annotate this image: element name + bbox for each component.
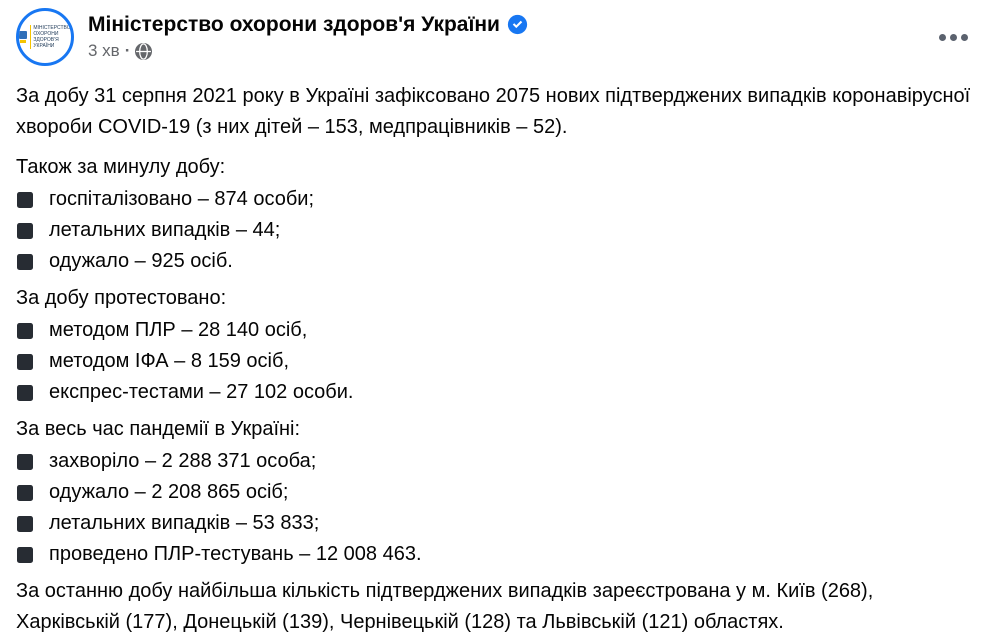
list-item: [16, 477, 982, 508]
black-square-bullet-icon: [17, 547, 33, 563]
bullet-list: [16, 446, 982, 570]
black-square-bullet-icon: [17, 354, 33, 370]
list-item-text: летальних випадків – 53 833;: [49, 512, 320, 534]
list-item: [16, 215, 982, 246]
bullet-list: [16, 184, 982, 277]
list-item-text: експрес-тестами – 27 102 особи.: [49, 381, 354, 403]
menu-dot: [939, 34, 946, 41]
menu-dot: [961, 34, 968, 41]
post-meta-row: [88, 41, 528, 61]
section-heading: Також за минулу добу:: [16, 156, 226, 178]
verified-badge-icon: [507, 14, 528, 35]
page-name-link[interactable]: Міністерство охорони здоров'я України: [88, 13, 500, 36]
black-square-bullet-icon: [17, 385, 33, 401]
list-item-text: одужало – 2 208 865 осіб;: [49, 481, 289, 503]
post-text: [0, 81, 998, 636]
list-item: [16, 315, 982, 346]
list-item: [16, 446, 982, 477]
ministry-logo: [19, 25, 70, 49]
list-item-text: одужало – 925 осіб.: [49, 250, 233, 272]
list-item-text: госпіталізовано – 874 особи;: [49, 188, 314, 210]
section-heading: За добу протестовано:: [16, 287, 227, 309]
list-item: [16, 184, 982, 215]
list-item: [16, 539, 982, 570]
list-item-text: захворіло – 2 288 371 особа;: [49, 450, 317, 472]
menu-dot: [950, 34, 957, 41]
post-header: [0, 0, 998, 66]
list-item-text: методом ІФА – 8 159 осіб,: [49, 350, 290, 372]
black-square-bullet-icon: [17, 323, 33, 339]
list-item: [16, 246, 982, 277]
list-item-text: проведено ПЛР-тестувань – 12 008 463.: [49, 543, 422, 565]
post-paragraph: За добу 31 серпня 2021 року в Україні зафіксовано 2075 нових підтверджених випадків коронавірусної хвороби COVID-19 (з них дітей – 153, медпрацівників – 52).: [16, 85, 971, 138]
list-item: [16, 346, 982, 377]
list-item-text: методом ПЛР – 28 140 осіб,: [49, 319, 308, 341]
ministry-logo-text: МІНІСТЕРСТВО ОХОРОНИ ЗДОРОВ'Я УКРАЇНИ: [30, 25, 70, 49]
post-menu-button[interactable]: [933, 28, 974, 47]
black-square-bullet-icon: [17, 485, 33, 501]
black-square-bullet-icon: [17, 192, 33, 208]
black-square-bullet-icon: [17, 516, 33, 532]
list-item: [16, 377, 982, 408]
ministry-emblem-icon: [19, 31, 27, 43]
meta-separator: ·: [124, 41, 131, 60]
section-heading: За весь час пандемії в Україні:: [16, 418, 301, 440]
post-paragraph: За останню добу найбільша кількість підтверджених випадків зареєстрована у м. Київ (268), Харківській (177), Донецькій (139), Чернівецькій (128) та Львівській (121) областях.: [16, 580, 874, 633]
post-header-text: [88, 8, 528, 61]
list-item: [16, 508, 982, 539]
black-square-bullet-icon: [17, 223, 33, 239]
public-audience-globe-icon: [135, 43, 152, 60]
bullet-list: [16, 315, 982, 408]
page-avatar[interactable]: [16, 8, 74, 66]
black-square-bullet-icon: [17, 454, 33, 470]
black-square-bullet-icon: [17, 254, 33, 270]
post-timestamp[interactable]: 3 хв: [88, 41, 120, 60]
list-item-text: летальних випадків – 44;: [49, 219, 281, 241]
